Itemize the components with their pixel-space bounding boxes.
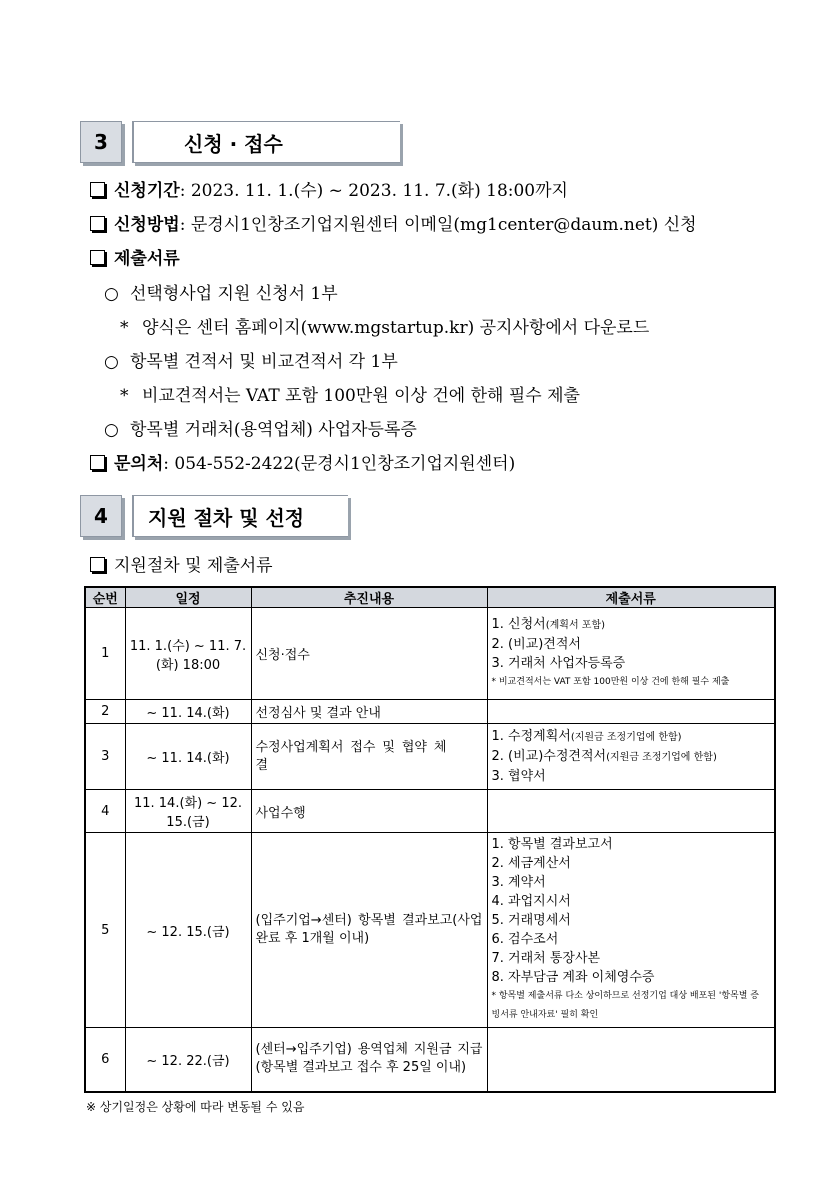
doc-item: ○ 선택형사업 지원 신청서 1부 — [104, 284, 338, 304]
checkbox-icon — [90, 455, 105, 470]
header-no: 순번 — [85, 587, 125, 608]
table-row: 4 11. 14.(화) ~ 12. 15.(금) 사업수행 — [85, 790, 775, 833]
doc-item: ○ 항목별 거래처(용역업체) 사업자등록증 — [104, 420, 417, 440]
apply-period-line: 신청기간: 2023. 11. 1.(수) ~ 2023. 11. 7.(화) 18:00까지 — [90, 176, 568, 201]
submit-docs-line: 제출서류 — [90, 244, 180, 269]
apply-method-line: 신청방법: 문경시1인창조기업지원센터 이메일(mg1center@daum.net) 신청 — [90, 210, 697, 235]
section-number: 4 — [80, 495, 122, 537]
doc-item: ○ 항목별 견적서 및 비교견적서 각 1부 — [104, 352, 398, 372]
checkbox-icon — [90, 216, 105, 231]
header-docs: 제출서류 — [487, 587, 775, 608]
docs-cell: 1. 항목별 결과보고서 2. 세금계산서 3. 계약서 4. 과업지시서 5. 거래명세서 6. 검수조서 7. 거래처 통장사본 8. 자부담금 계좌 이체영수증 * 항목별 제출서류 다소 상이하므로 선정기업 대상 배포된 '항목별 증빙서류 안내자료' 필히 확인 — [487, 833, 775, 1028]
doc-note: * 양식은 센터 홈페이지(www.mgstartup.kr) 공지사항에서 다운로드 — [120, 318, 650, 338]
checkbox-icon — [90, 250, 105, 265]
section-number: 3 — [80, 121, 122, 163]
procedure-subtitle: 지원절차 및 제출서류 — [90, 551, 273, 576]
procedure-table — [84, 586, 776, 1093]
doc-note: * 비교견적서는 VAT 포함 100만원 이상 건에 한해 필수 제출 — [120, 386, 580, 406]
table-row: 5 ~ 12. 15.(금) (입주기업→센터) 항목별 결과보고(사업완료 후 1개월 이내) 1. 항목별 결과보고서 2. 세금계산서 3. 계약서 4. 과업지시서 5. 거래명세서 6. 검수조서 7. 거래처 통장사본 8. 자부담금 계좌 이체영수증 * 항목별 제출서류 다소 상이하므로 선정기업 대상 배포된 '항목별 증빙서류 안내자료' 필히 확인 — [85, 833, 775, 1028]
table-row: 1 11. 1.(수) ~ 11. 7.(화) 18:00 신청·접수 1. 신청서(계획서 포함) 2. (비교)견적서 3. 거래처 사업자등록증 * 비교견적서는 VAT 포함 100만원 이상 건에 한해 필수 제출 — [85, 608, 775, 700]
footnote: ※ 상기일정은 상황에 따라 변동될 수 있음 — [86, 1100, 305, 1114]
checkbox-icon — [90, 182, 105, 197]
contact-line: 문의처: 054-552-2422(문경시1인창조기업지원센터) — [90, 449, 515, 474]
section-4-header — [80, 495, 348, 537]
table-row: 6 ~ 12. 22.(금) (센터→입주기업) 용역업체 지원금 지급(항목별 결과보고 접수 후 25일 이내) — [85, 1028, 775, 1092]
table-header-row — [85, 587, 775, 608]
header-date: 일정 — [125, 587, 251, 608]
table-row: 3 ~ 11. 14.(화) 수정사업계획서 접수 및 협약 체결 1. 수정계획서(지원금 조정기업에 한함) 2. (비교)수정견적서(지원금 조정기업에 한함) 3. 협약서 — [85, 724, 775, 790]
docs-cell: 1. 신청서(계획서 포함) 2. (비교)견적서 3. 거래처 사업자등록증 * 비교견적서는 VAT 포함 100만원 이상 건에 한해 필수 제출 — [487, 608, 775, 700]
docs-cell: 1. 수정계획서(지원금 조정기업에 한함) 2. (비교)수정견적서(지원금 조정기업에 한함) 3. 협약서 — [487, 724, 775, 790]
checkbox-icon — [90, 557, 105, 572]
table-row: 2 ~ 11. 14.(화) 선정심사 및 결과 안내 — [85, 700, 775, 724]
section-title: 지원 절차 및 선정 — [132, 495, 348, 537]
header-content: 추진내용 — [251, 587, 487, 608]
section-title: 신청 · 접수 — [132, 121, 400, 163]
section-3-header — [80, 121, 400, 163]
